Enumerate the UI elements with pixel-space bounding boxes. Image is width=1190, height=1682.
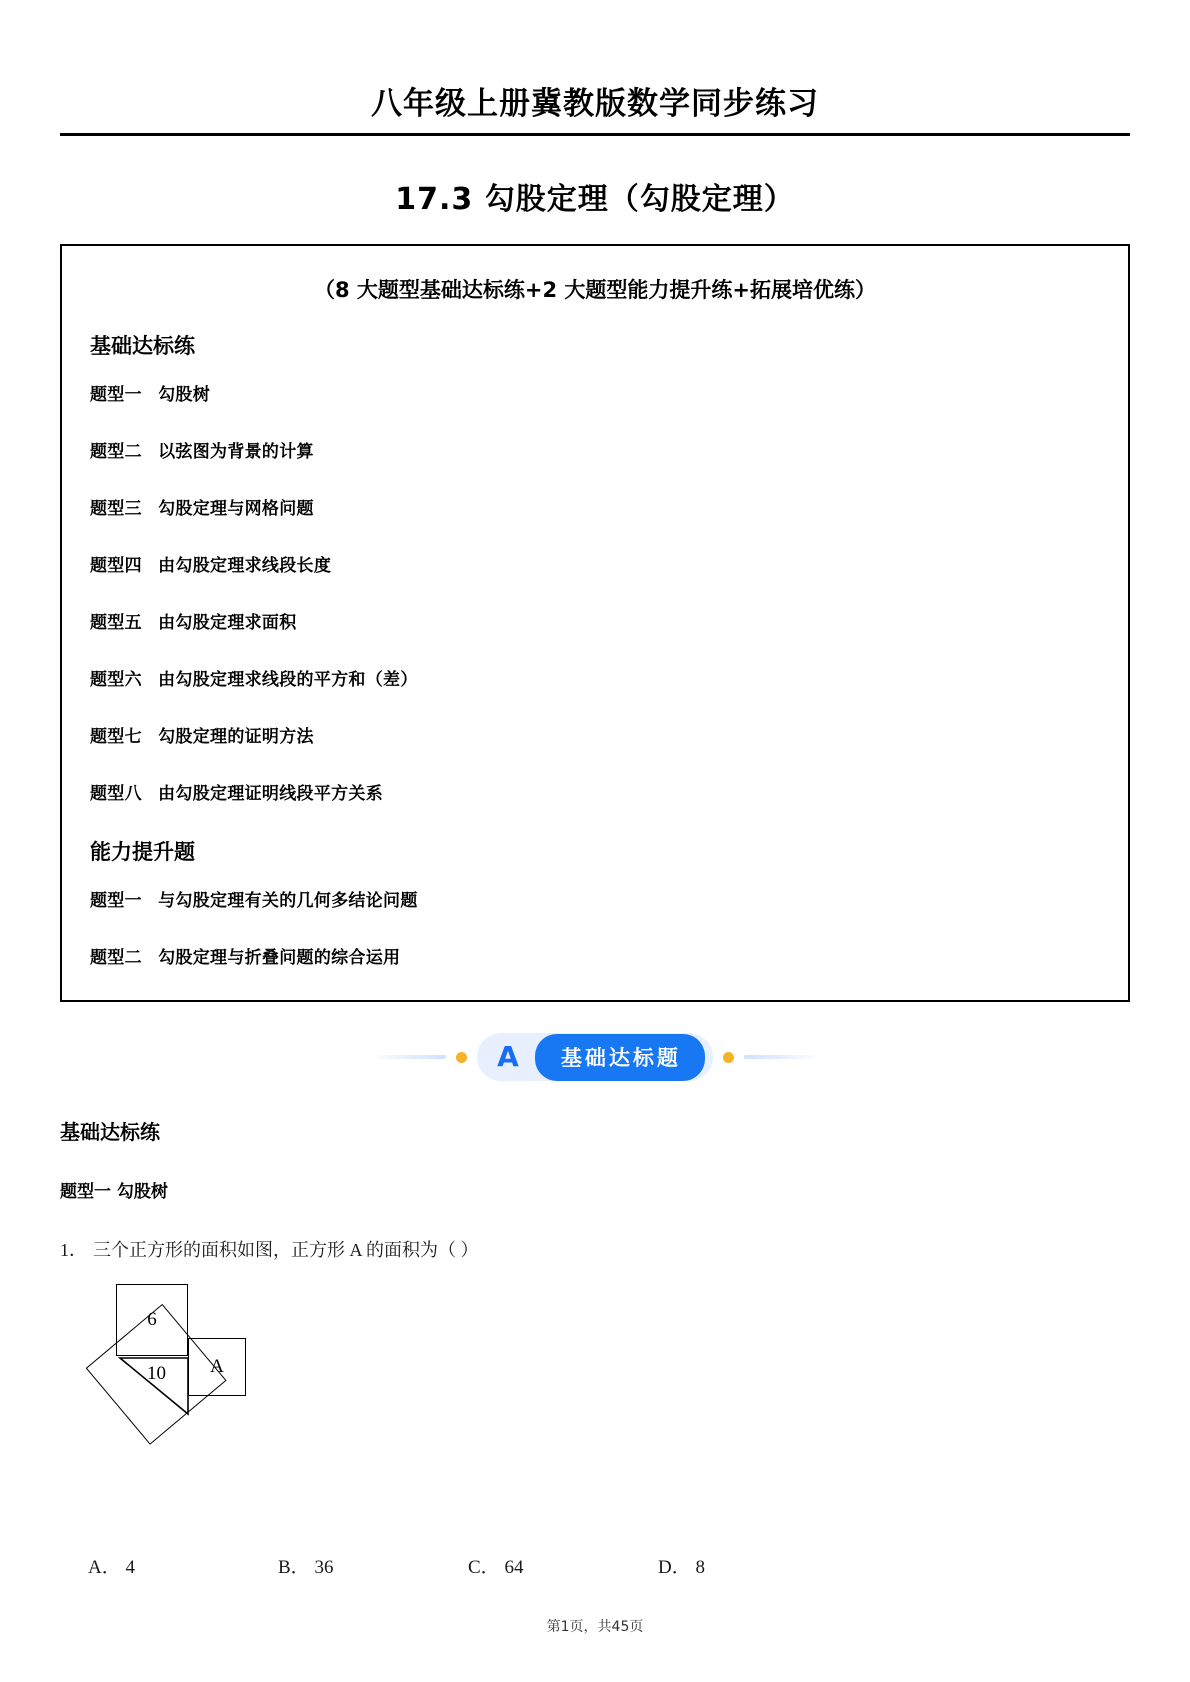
banner-dot-right-icon — [723, 1052, 734, 1063]
banner-core — [477, 1033, 713, 1081]
question-body: 三个正方形的面积如图，正方形 A 的面积为（ ） — [93, 1240, 479, 1260]
subsection-heading: 题型一 勾股树 — [60, 1182, 168, 1202]
outline-item-number: 题型八 — [90, 784, 142, 804]
option-a-value: 4 — [125, 1557, 135, 1578]
banner-pill-label: 基础达标题 — [535, 1034, 705, 1081]
page-banner-title: 八年级上册冀教版数学同步练习 — [60, 0, 1130, 136]
option-b[interactable] — [278, 1552, 468, 1579]
outline-item — [90, 494, 1100, 519]
outline-item-number: 题型五 — [90, 613, 142, 633]
outline-item-label: 与勾股定理有关的几何多结论问题 — [158, 891, 418, 911]
banner-dot-left-icon — [456, 1052, 467, 1063]
banner-rule-left — [374, 1055, 446, 1059]
banner-letter: A — [497, 1040, 519, 1073]
outline-box — [60, 244, 1130, 1002]
outline-item-label: 由勾股定理求线段长度 — [158, 556, 332, 576]
section-heading: 基础达标练 — [60, 1120, 160, 1144]
outline-item-label: 勾股树 — [158, 385, 211, 405]
outline-item-number: 题型二 — [90, 442, 142, 462]
outline-item-number: 题型六 — [90, 670, 142, 690]
section-banner — [60, 1028, 1130, 1086]
square-top-label: 6 — [147, 1309, 157, 1330]
outline-section-advanced: 能力提升题 — [90, 840, 195, 864]
option-c[interactable] — [468, 1552, 658, 1579]
option-c-key: C． — [468, 1557, 500, 1578]
outline-item — [90, 551, 1100, 576]
banner-rule-right — [744, 1055, 816, 1059]
outline-item-label: 以弦图为背景的计算 — [158, 442, 314, 462]
answer-options — [60, 1552, 1130, 1579]
outline-item — [90, 943, 1100, 968]
outline-subtitle: （8 大题型基础达标练+2 大题型能力提升练+拓展培优练） — [313, 278, 877, 302]
outline-item — [90, 437, 1100, 462]
question-number: 1． — [60, 1240, 87, 1260]
option-c-value: 64 — [504, 1557, 524, 1578]
option-a-key: A． — [88, 1557, 121, 1578]
option-b-key: B． — [278, 1557, 310, 1578]
outline-item-number: 题型四 — [90, 556, 142, 576]
outline-item — [90, 665, 1100, 690]
outline-item — [90, 779, 1100, 804]
option-a[interactable] — [88, 1552, 278, 1579]
outline-section-basic: 基础达标练 — [90, 334, 195, 358]
square-hypotenuse-label: 10 — [146, 1363, 166, 1385]
page-title: 17.3 勾股定理（勾股定理） — [395, 182, 795, 217]
outline-item-label: 由勾股定理求线段的平方和（差） — [158, 670, 418, 690]
outline-item — [90, 722, 1100, 747]
outline-item-label: 由勾股定理证明线段平方关系 — [158, 784, 384, 804]
outline-item — [90, 886, 1100, 911]
option-d[interactable] — [658, 1552, 848, 1579]
outline-item-label: 勾股定理与折叠问题的综合运用 — [158, 948, 401, 968]
outline-item — [90, 380, 1100, 405]
question-text — [60, 1236, 1130, 1262]
option-b-value: 36 — [314, 1557, 334, 1578]
outline-item-label: 勾股定理的证明方法 — [158, 727, 314, 747]
square-right — [188, 1338, 246, 1396]
square-top — [116, 1284, 188, 1356]
square-right-label: A — [210, 1356, 224, 1377]
outline-item-label: 由勾股定理求面积 — [158, 613, 297, 633]
outline-item — [90, 608, 1100, 633]
outline-item-number: 题型二 — [90, 948, 142, 968]
outline-item-number: 题型七 — [90, 727, 142, 747]
outline-item-number: 题型一 — [90, 891, 142, 911]
outline-item-number: 题型三 — [90, 499, 142, 519]
option-d-value: 8 — [695, 1557, 705, 1578]
pythagoras-figure — [64, 1276, 404, 1516]
outline-item-number: 题型一 — [90, 385, 142, 405]
page-footer: 第1页，共45页 — [546, 1619, 644, 1635]
option-d-key: D． — [658, 1557, 691, 1578]
outline-item-label: 勾股定理与网格问题 — [158, 499, 314, 519]
